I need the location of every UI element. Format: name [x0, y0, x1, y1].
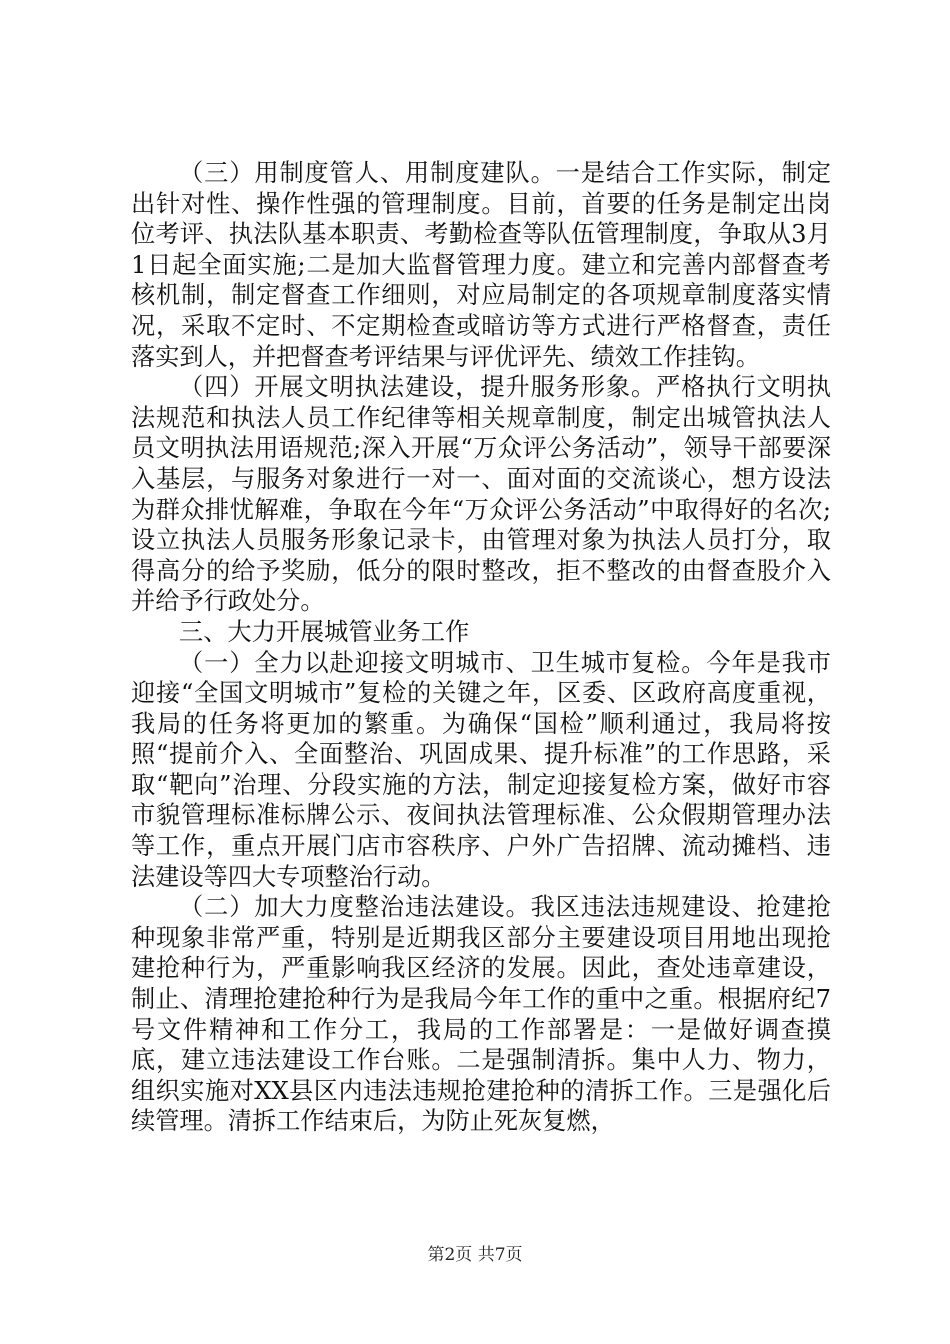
page-number-footer: 第2页 共7页	[427, 1245, 523, 1265]
heading-part-3: 三、大力开展城管业务工作	[179, 617, 470, 646]
document-body	[131, 158, 831, 1137]
paragraph-section-3: （三）用制度管人、用制度建队。一是结合工作实际，制定出针对性、操作性强的管理制度。目前，首要的任务是制定出岗位考评、执法队基本职责、考勤检查等队伍管理制度，争取从3月1日起全面实施;二是加大监督管理力度。建立和完善内部督查考核机制，制定督查工作细则，对应局制定的各项规章制度落实情况，采取不定时、不定期检查或暗访等方式进行严格督查，责任落实到人，并把督查考评结果与评优评先、绩效工作挂钩。	[131, 159, 831, 371]
paragraph-subsection-1: （一）全力以赴迎接文明城市、卫生城市复检。今年是我市迎接“全国文明城市”复检的关键之年，区委、区政府高度重视，我局的任务将更加的繁重。为确保“国检”顺利通过，我局将按照“提前介入、全面整治、巩固成果、提升标准”的工作思路，采取“靶向”治理、分段实施的方法，制定迎接复检方案，做好市容市貌管理标准标牌公示、夜间执法管理标准、公众假期管理办法等工作，重点开展门店市容秩序、户外广告招牌、流动摊档、违法建设等四大专项整治行动。	[131, 648, 831, 891]
paragraph-section-4: （四）开展文明执法建设，提升服务形象。严格执行文明执法规范和执法人员工作纪律等相关规章制度，制定出城管执法人员文明执法用语规范;深入开展“万众评公务活动”，领导干部要深入基层，与服务对象进行一对一、面对面的交流谈心，想方设法为群众排忧解难，争取在今年“万众评公务活动”中取得好的名次;设立执法人员服务形象记录卡，由管理对象为执法人员打分，取得高分的给予奖励，低分的限时整改，拒不整改的由督查股介入并给予行政处分。	[131, 373, 831, 616]
paragraph-subsection-2: （二）加大力度整治违法建设。我区违法违规建设、抢建抢种现象非常严重，特别是近期我区部分主要建设项目用地出现抢建抢种行为，严重影响我区经济的发展。因此，查处违章建设，制止、清理抢建抢种行为是我局今年工作的重中之重。根据府纪7号文件精神和工作分工，我局的工作部署是：一是做好调查摸底，建立违法建设工作台账。二是强制清拆。集中人力、物力，组织实施对XX县区内违法违规抢建抢种的清拆工作。三是强化后续管理。清拆工作结束后，为防止死灰复燃，	[131, 893, 831, 1136]
